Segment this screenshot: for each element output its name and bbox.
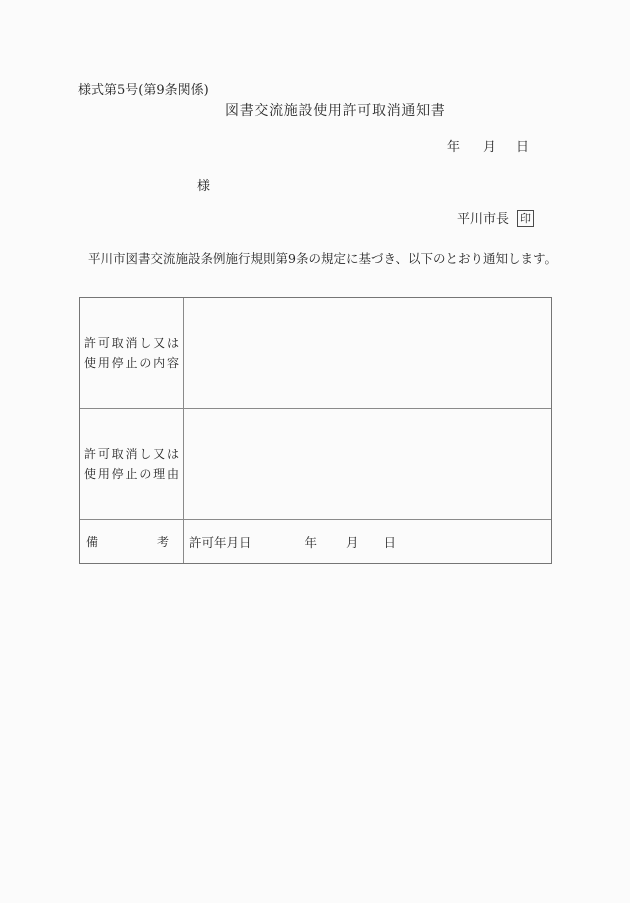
table-label-cancellation-reason (80, 409, 184, 519)
label-line-2: 使用停止の内容 (84, 356, 179, 370)
table-cell-cancellation-content (184, 298, 551, 408)
label-line-2: 使用停止の理由 (84, 467, 179, 481)
table-row-content (80, 298, 551, 409)
permission-date-label: 許可年月日 (189, 534, 252, 550)
table-row-reason (80, 409, 551, 520)
form-number: 様式第5号(第9条関係) (78, 83, 209, 98)
date-line (447, 136, 529, 155)
addressee-honorific: 様 (197, 179, 211, 194)
permission-month-label: 月 (346, 534, 359, 550)
document-title: 図書交流施設使用許可取消通知書 (225, 103, 446, 119)
table-cell-cancellation-reason (184, 409, 551, 519)
remarks-label: 備考 (86, 534, 169, 549)
permission-day-label: 日 (383, 534, 397, 550)
table-row-remarks (80, 520, 551, 563)
label-line-1: 許可取消し又は (84, 336, 179, 350)
table-cell-remarks (184, 520, 551, 563)
issuer-line (457, 208, 534, 227)
issuer-name: 平川市長 (457, 212, 510, 227)
label-line-1: 許可取消し又は (84, 447, 179, 461)
date-month-label: 月 (483, 140, 497, 155)
notice-sentence: 平川市図書交流施設条例施行規則第9条の規定に基づき、以下のとおり通知します。 (88, 251, 557, 266)
notice-table (79, 297, 552, 564)
date-year-label: 年 (447, 140, 461, 155)
date-day-label: 日 (516, 140, 530, 155)
permission-year-label: 年 (304, 534, 318, 550)
table-label-cancellation-content (80, 298, 184, 408)
seal-mark: 印 (517, 210, 534, 227)
table-label-remarks (80, 520, 184, 563)
